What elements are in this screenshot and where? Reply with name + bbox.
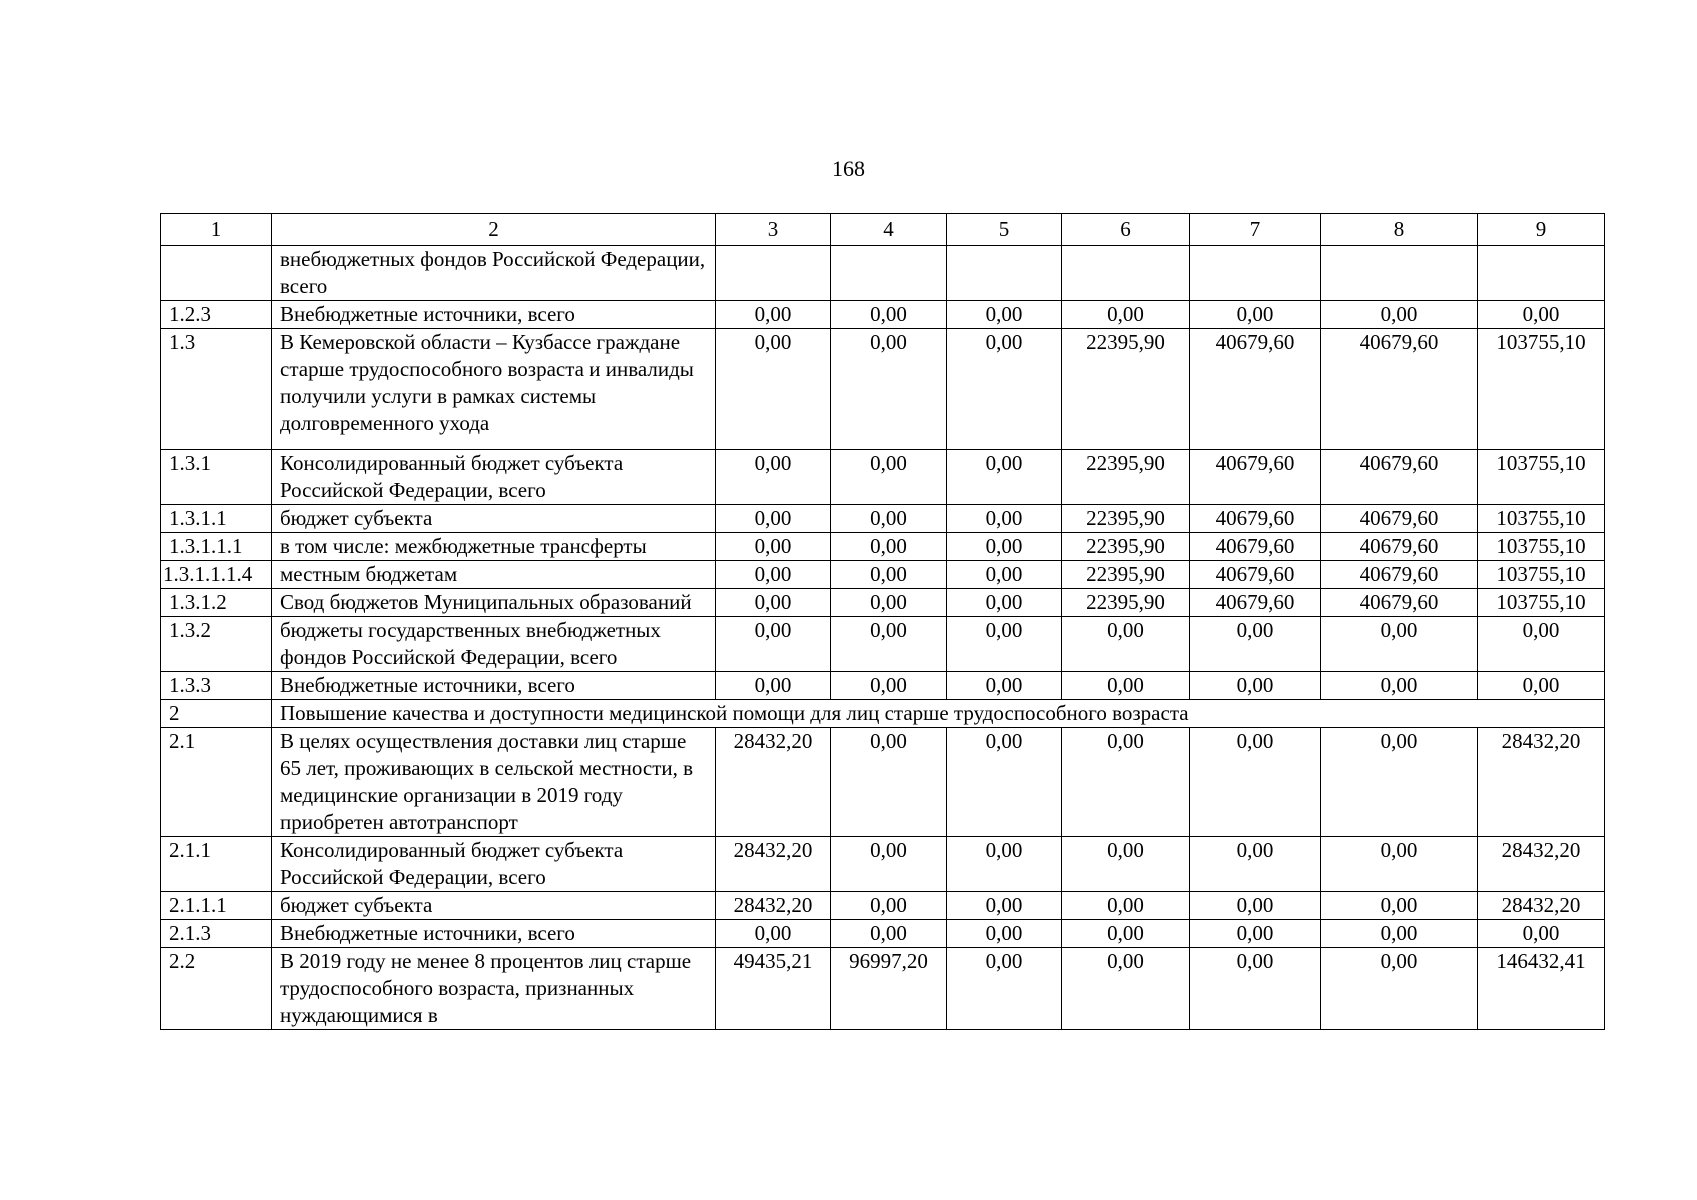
row-value: 40679,60 <box>1190 589 1321 617</box>
row-value: 0,00 <box>1062 837 1190 892</box>
row-value <box>1062 246 1190 301</box>
row-code: 2.1 <box>161 728 272 837</box>
row-value <box>831 246 947 301</box>
row-value: 0,00 <box>716 617 831 672</box>
row-code: 2.2 <box>161 948 272 1030</box>
row-code: 1.3.1.1.1 <box>161 533 272 561</box>
row-code: 1.3.1.1 <box>161 505 272 533</box>
row-value: 0,00 <box>1190 920 1321 948</box>
table-section-row <box>161 700 1605 728</box>
row-value: 0,00 <box>716 301 831 329</box>
row-value: 0,00 <box>947 505 1062 533</box>
row-value: 0,00 <box>1062 948 1190 1030</box>
column-header: 3 <box>716 214 831 246</box>
row-value: 0,00 <box>831 728 947 837</box>
row-code: 1.3.1.1.1.4 <box>161 561 272 589</box>
row-value <box>1478 246 1605 301</box>
row-description: Консолидированный бюджет субъекта Российской Федерации, всего <box>272 450 716 505</box>
row-value: 0,00 <box>716 672 831 700</box>
row-value: 22395,90 <box>1062 561 1190 589</box>
table-row <box>161 301 1605 329</box>
row-value: 0,00 <box>1321 892 1478 920</box>
row-description: Консолидированный бюджет субъекта Российской Федерации, всего <box>272 837 716 892</box>
row-value: 0,00 <box>947 533 1062 561</box>
table-row <box>161 892 1605 920</box>
row-value: 40679,60 <box>1190 505 1321 533</box>
column-header: 4 <box>831 214 947 246</box>
table-header-row <box>161 214 1605 246</box>
row-code: 1.3 <box>161 329 272 450</box>
row-value: 28432,20 <box>1478 837 1605 892</box>
row-value: 0,00 <box>716 561 831 589</box>
row-value: 0,00 <box>947 948 1062 1030</box>
table-row <box>161 948 1605 1030</box>
row-description: Внебюджетные источники, всего <box>272 672 716 700</box>
row-value: 0,00 <box>1190 301 1321 329</box>
row-value: 0,00 <box>831 329 947 450</box>
row-value: 0,00 <box>1190 728 1321 837</box>
row-value: 28432,20 <box>716 837 831 892</box>
table-row <box>161 920 1605 948</box>
row-value: 0,00 <box>1062 301 1190 329</box>
row-value: 0,00 <box>1321 837 1478 892</box>
page-number: 168 <box>832 156 865 181</box>
row-value: 0,00 <box>947 301 1062 329</box>
row-value: 0,00 <box>1190 617 1321 672</box>
row-value: 0,00 <box>831 892 947 920</box>
row-description: бюджет субъекта <box>272 892 716 920</box>
row-code <box>161 246 272 301</box>
table-row <box>161 837 1605 892</box>
column-header: 9 <box>1478 214 1605 246</box>
row-value: 0,00 <box>1321 617 1478 672</box>
row-value: 0,00 <box>1190 892 1321 920</box>
row-value <box>1190 246 1321 301</box>
row-value: 0,00 <box>947 589 1062 617</box>
table-row <box>161 505 1605 533</box>
row-code: 1.2.3 <box>161 301 272 329</box>
row-code: 1.3.1 <box>161 450 272 505</box>
row-value: 28432,20 <box>1478 728 1605 837</box>
row-value: 22395,90 <box>1062 450 1190 505</box>
row-value: 0,00 <box>1478 672 1605 700</box>
row-value: 40679,60 <box>1190 533 1321 561</box>
row-value: 22395,90 <box>1062 533 1190 561</box>
row-description: Свод бюджетов Муниципальных образований <box>272 589 716 617</box>
row-value: 146432,41 <box>1478 948 1605 1030</box>
budget-table <box>160 213 1605 1030</box>
row-value: 0,00 <box>1190 948 1321 1030</box>
row-value: 0,00 <box>1321 920 1478 948</box>
row-description: В целях осуществления доставки лиц старше 65 лет, проживающих в сельской местности, в медицинские организации в 2019 году приобретен автотранспорт <box>272 728 716 837</box>
row-value: 0,00 <box>1062 672 1190 700</box>
row-value: 40679,60 <box>1321 533 1478 561</box>
row-code: 1.3.3 <box>161 672 272 700</box>
row-description: местным бюджетам <box>272 561 716 589</box>
row-value: 0,00 <box>831 505 947 533</box>
row-value: 0,00 <box>716 450 831 505</box>
table-row <box>161 728 1605 837</box>
column-header: 6 <box>1062 214 1190 246</box>
table-row <box>161 450 1605 505</box>
row-value: 0,00 <box>1062 617 1190 672</box>
row-value: 28432,20 <box>716 892 831 920</box>
row-value: 0,00 <box>1062 920 1190 948</box>
row-value: 0,00 <box>831 920 947 948</box>
row-value <box>947 246 1062 301</box>
row-value: 0,00 <box>947 672 1062 700</box>
row-value: 0,00 <box>947 561 1062 589</box>
section-title: Повышение качества и доступности медицинской помощи для лиц старше трудоспособного возраста <box>272 700 1605 728</box>
row-value: 103755,10 <box>1478 533 1605 561</box>
row-description: внебюджетных фондов Российской Федерации, всего <box>272 246 716 301</box>
column-header: 2 <box>272 214 716 246</box>
row-value: 103755,10 <box>1478 329 1605 450</box>
table-row <box>161 617 1605 672</box>
row-value: 0,00 <box>831 672 947 700</box>
row-value: 0,00 <box>1478 617 1605 672</box>
row-value: 0,00 <box>831 589 947 617</box>
row-value: 40679,60 <box>1321 561 1478 589</box>
table-row <box>161 246 1605 301</box>
row-value: 22395,90 <box>1062 505 1190 533</box>
table-row <box>161 533 1605 561</box>
row-value: 0,00 <box>716 329 831 450</box>
row-value: 49435,21 <box>716 948 831 1030</box>
row-code: 2.1.1 <box>161 837 272 892</box>
column-header: 7 <box>1190 214 1321 246</box>
row-value: 0,00 <box>947 837 1062 892</box>
row-value: 0,00 <box>947 920 1062 948</box>
row-value: 96997,20 <box>831 948 947 1030</box>
row-value: 0,00 <box>716 533 831 561</box>
table-row <box>161 329 1605 450</box>
row-value: 0,00 <box>1321 301 1478 329</box>
row-value: 0,00 <box>1321 948 1478 1030</box>
column-header: 8 <box>1321 214 1478 246</box>
row-description: бюджет субъекта <box>272 505 716 533</box>
row-value: 0,00 <box>831 617 947 672</box>
row-value: 0,00 <box>1321 672 1478 700</box>
row-value: 0,00 <box>831 450 947 505</box>
row-value: 0,00 <box>831 561 947 589</box>
row-description: В Кемеровской области – Кузбассе граждане старше трудоспособного возраста и инвалиды получили услуги в рамках системы долговременного ухода <box>272 329 716 450</box>
row-value: 0,00 <box>716 920 831 948</box>
row-value: 0,00 <box>1478 301 1605 329</box>
column-header: 1 <box>161 214 272 246</box>
row-value: 40679,60 <box>1321 505 1478 533</box>
row-value: 40679,60 <box>1321 450 1478 505</box>
row-value: 0,00 <box>831 837 947 892</box>
row-value: 0,00 <box>1478 920 1605 948</box>
row-description: в том числе: межбюджетные трансферты <box>272 533 716 561</box>
row-value: 103755,10 <box>1478 561 1605 589</box>
row-value: 103755,10 <box>1478 450 1605 505</box>
row-code: 2.1.1.1 <box>161 892 272 920</box>
row-description: бюджеты государственных внебюджетных фондов Российской Федерации, всего <box>272 617 716 672</box>
row-value: 103755,10 <box>1478 505 1605 533</box>
row-description: Внебюджетные источники, всего <box>272 301 716 329</box>
row-value: 0,00 <box>947 892 1062 920</box>
row-value: 28432,20 <box>1478 892 1605 920</box>
row-value: 0,00 <box>947 728 1062 837</box>
row-value: 22395,90 <box>1062 589 1190 617</box>
row-value: 0,00 <box>1062 892 1190 920</box>
row-value: 103755,10 <box>1478 589 1605 617</box>
row-value: 28432,20 <box>716 728 831 837</box>
column-header: 5 <box>947 214 1062 246</box>
row-value: 22395,90 <box>1062 329 1190 450</box>
row-value: 0,00 <box>831 533 947 561</box>
row-value: 40679,60 <box>1190 450 1321 505</box>
table-row <box>161 672 1605 700</box>
row-description: В 2019 году не менее 8 процентов лиц старше трудоспособного возраста, признанных нуждающимися в <box>272 948 716 1030</box>
row-code: 1.3.2 <box>161 617 272 672</box>
row-value: 0,00 <box>1190 672 1321 700</box>
row-value: 0,00 <box>716 505 831 533</box>
row-value: 0,00 <box>947 329 1062 450</box>
row-value: 40679,60 <box>1321 589 1478 617</box>
table-row <box>161 561 1605 589</box>
row-value: 0,00 <box>831 301 947 329</box>
row-description: Внебюджетные источники, всего <box>272 920 716 948</box>
row-value <box>1321 246 1478 301</box>
row-value: 0,00 <box>947 617 1062 672</box>
row-value: 0,00 <box>947 450 1062 505</box>
row-value <box>716 246 831 301</box>
section-code: 2 <box>161 700 272 728</box>
table-row <box>161 589 1605 617</box>
row-value: 40679,60 <box>1190 561 1321 589</box>
row-value: 40679,60 <box>1190 329 1321 450</box>
row-value: 0,00 <box>1062 728 1190 837</box>
row-value: 0,00 <box>716 589 831 617</box>
row-code: 1.3.1.2 <box>161 589 272 617</box>
row-value: 0,00 <box>1321 728 1478 837</box>
row-value: 40679,60 <box>1321 329 1478 450</box>
row-value: 0,00 <box>1190 837 1321 892</box>
row-code: 2.1.3 <box>161 920 272 948</box>
